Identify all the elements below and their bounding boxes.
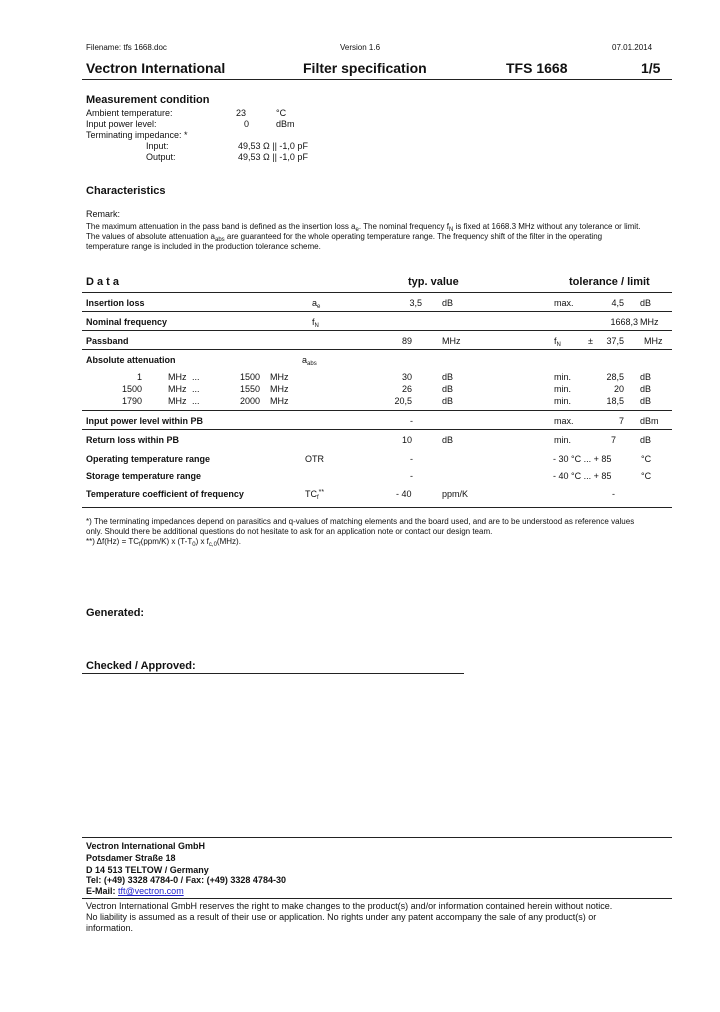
header-rule bbox=[82, 79, 672, 80]
nominal-frequency-unit: MHz bbox=[640, 317, 659, 327]
temp-coefficient-symbol: $TC_f^{**}$ bbox=[305, 489, 325, 501]
footer-company: Vectron International GmbH bbox=[86, 841, 206, 851]
nominal-frequency-value: 1668,3 bbox=[610, 317, 638, 327]
attenuation-row-u2: MHz bbox=[270, 396, 289, 406]
insertion-loss-symbol: $a_e$ bbox=[312, 298, 321, 310]
attenuation-row-dots: ... bbox=[192, 396, 200, 406]
input-power-limit-unit: dBm bbox=[640, 416, 659, 426]
filename: Filename: tfs 1668.doc bbox=[86, 43, 167, 52]
attenuation-row-f2: 1550 bbox=[239, 384, 260, 394]
footer-rule-2 bbox=[82, 898, 672, 899]
attenuation-row-lim-val: 20 bbox=[613, 384, 624, 394]
temp-coefficient-typ: - 40 bbox=[396, 489, 412, 499]
attenuation-row-unit: dB bbox=[442, 384, 454, 394]
company-title: Vectron International bbox=[86, 60, 226, 76]
storage-temp-typ: - bbox=[410, 471, 413, 481]
attenuation-row-lim-unit: dB bbox=[640, 384, 652, 394]
insertion-loss-typ: 3,5 bbox=[409, 298, 422, 308]
passband-unit: MHz bbox=[442, 336, 461, 346]
return-loss-limit-unit: dB bbox=[640, 435, 652, 445]
passband-symbol: $f_N$ bbox=[554, 336, 561, 348]
nominal-frequency-symbol: $f_N$ bbox=[312, 317, 319, 329]
passband-limit: 37,5 bbox=[606, 336, 624, 346]
input-power-limit-type: max. bbox=[554, 416, 574, 426]
generated-label: Generated: bbox=[86, 607, 145, 619]
insertion-loss-limit-type: max. bbox=[554, 298, 574, 308]
input-impedance-label: Input: bbox=[146, 141, 169, 151]
insertion-loss-limit-unit: dB bbox=[640, 298, 652, 308]
return-loss-typ: 10 bbox=[401, 435, 412, 445]
attenuation-row-u2: MHz bbox=[270, 372, 289, 382]
operating-temp-unit: °C bbox=[641, 454, 652, 464]
attenuation-row-f1: 1 bbox=[136, 372, 142, 382]
date: 07.01.2014 bbox=[612, 43, 653, 52]
remark-line-2: The values of absolute attenuation $a_{abs}$ are guaranteed for the whole operating temperature range. The frequency shift of the filter in the operating bbox=[86, 232, 603, 243]
table-rule bbox=[82, 330, 672, 331]
attenuation-row-lim-unit: dB bbox=[640, 396, 652, 406]
table-rule bbox=[82, 410, 672, 411]
remark-label: Remark: bbox=[86, 209, 121, 219]
operating-temp-symbol: OTR bbox=[305, 454, 324, 464]
passband-limit-unit: MHz bbox=[644, 336, 663, 346]
passband-plus-minus: ± bbox=[588, 336, 593, 346]
operating-temp-typ: - bbox=[410, 454, 413, 464]
attenuation-row-u1: MHz bbox=[168, 372, 187, 382]
attenuation-row-f2: 2000 bbox=[239, 396, 260, 406]
input-power-limit: 7 bbox=[618, 416, 624, 426]
attenuation-row-f1: 1500 bbox=[121, 384, 142, 394]
return-loss-limit: 7 bbox=[610, 435, 616, 445]
email-label: E-Mail: bbox=[86, 886, 116, 896]
insertion-loss-limit: 4,5 bbox=[611, 298, 624, 308]
attenuation-row-u2: MHz bbox=[270, 384, 289, 394]
storage-temp-label: Storage temperature range bbox=[86, 471, 202, 481]
col-tolerance-header: tolerance / limit bbox=[569, 276, 650, 288]
return-loss-unit: dB bbox=[442, 435, 454, 445]
operating-temp-label: Operating temperature range bbox=[86, 454, 211, 464]
attenuation-row-lim: min. bbox=[554, 372, 572, 382]
characteristics-title: Characteristics bbox=[86, 185, 166, 197]
input-power-label: Input power level within PB bbox=[86, 416, 204, 426]
remark-line-1: The maximum attenuation in the pass band is defined as the insertion loss $a_e$. The nominal frequency $f_N$ is fixed at 1668.3 MHz without any tolerance or limit. bbox=[86, 222, 641, 233]
temp-coefficient-unit: ppm/K bbox=[442, 489, 469, 499]
footer-street: Potsdamer Straße 18 bbox=[86, 853, 176, 863]
attenuation-row-u1: MHz bbox=[168, 396, 187, 406]
insertion-loss-label: Insertion loss bbox=[86, 298, 145, 308]
email-link[interactable]: tft@vectron.com bbox=[118, 886, 184, 896]
attenuation-row-lim-val: 28,5 bbox=[606, 372, 624, 382]
passband-typ: 89 bbox=[401, 336, 412, 346]
absolute-attenuation-symbol: $a_{abs}$ bbox=[302, 355, 317, 367]
doc-type: Filter specification bbox=[303, 60, 427, 76]
storage-temp-range: - 40 °C ... + 85 bbox=[553, 471, 612, 481]
table-rule-bottom bbox=[82, 507, 672, 508]
power-value: 0 bbox=[244, 119, 250, 129]
attenuation-row-lim-val: 18,5 bbox=[606, 396, 624, 406]
disclaimer-1: Vectron International GmbH reserves the right to make changes to the product(s) and/or information contained herein without notice. bbox=[86, 901, 613, 911]
attenuation-row-unit: dB bbox=[442, 396, 454, 406]
attenuation-row-lim-unit: dB bbox=[640, 372, 652, 382]
checked-approved-label: Checked / Approved: bbox=[86, 660, 196, 672]
disclaimer-3: information. bbox=[86, 923, 134, 933]
attenuation-row-f1: 1790 bbox=[121, 396, 142, 406]
attenuation-row-typ: 30 bbox=[401, 372, 412, 382]
ambient-value: 23 bbox=[236, 108, 247, 118]
attenuation-row-lim: min. bbox=[554, 396, 572, 406]
attenuation-row-dots: ... bbox=[192, 384, 200, 394]
col-data-header: D a t a bbox=[86, 276, 120, 288]
return-loss-label: Return loss within PB bbox=[86, 435, 180, 445]
input-impedance-value: 49,53 Ω || -1,0 pF bbox=[238, 141, 308, 151]
col-typ-header: typ. value bbox=[408, 276, 459, 288]
disclaimer-2: No liability is assumed as a result of their use or application. No rights under any patent accompany the sale of any product(s) or bbox=[86, 912, 597, 922]
attenuation-row-lim: min. bbox=[554, 384, 572, 394]
output-impedance-label: Output: bbox=[146, 152, 176, 162]
footnote-1b: only. Should there be additional questions do not hesitate to ask for an application note or contact our design team. bbox=[86, 527, 493, 536]
table-rule bbox=[82, 429, 672, 430]
attenuation-row-typ: 26 bbox=[401, 384, 412, 394]
absolute-attenuation-label: Absolute attenuation bbox=[86, 355, 176, 365]
temp-coefficient-label: Temperature coefficient of frequency bbox=[86, 489, 244, 499]
footer-email-row bbox=[86, 886, 184, 896]
table-rule bbox=[82, 349, 672, 350]
table-rule bbox=[82, 311, 672, 312]
ambient-label: Ambient temperature: bbox=[86, 108, 173, 118]
attenuation-row-f2: 1500 bbox=[239, 372, 260, 382]
footer-phone: Tel: (+49) 3328 4784-0 / Fax: (+49) 3328 4784-30 bbox=[86, 875, 286, 885]
storage-temp-unit: °C bbox=[641, 471, 652, 481]
output-impedance-value: 49,53 Ω || -1,0 pF bbox=[238, 152, 308, 162]
footer-rule bbox=[82, 837, 672, 838]
attenuation-row-unit: dB bbox=[442, 372, 454, 382]
power-label: Input power level: bbox=[86, 119, 157, 129]
footnote-1: *) The terminating impedances depend on parasitics and q-values of matching elements and the board used, and are to be understood as reference values bbox=[86, 517, 635, 526]
attenuation-row-dots: ... bbox=[192, 372, 200, 382]
operating-temp-range: - 30 °C ... + 85 bbox=[553, 454, 612, 464]
input-power-typ: - bbox=[410, 416, 413, 426]
insertion-loss-unit: dB bbox=[442, 298, 454, 308]
measurement-title: Measurement condition bbox=[86, 94, 210, 106]
page-number: 1/5 bbox=[641, 60, 661, 76]
product-name: TFS 1668 bbox=[506, 60, 568, 76]
attenuation-row-typ: 20,5 bbox=[394, 396, 412, 406]
signature-rule bbox=[82, 673, 464, 674]
impedance-label: Terminating impedance: * bbox=[86, 130, 188, 140]
power-unit: dBm bbox=[276, 119, 295, 129]
return-loss-limit-type: min. bbox=[554, 435, 572, 445]
nominal-frequency-label: Nominal frequency bbox=[86, 317, 168, 327]
footer-city: D 14 513 TELTOW / Germany bbox=[86, 865, 209, 875]
table-rule-top bbox=[82, 292, 672, 293]
temp-coefficient-limit: - bbox=[612, 489, 615, 499]
ambient-unit: °C bbox=[276, 108, 287, 118]
footnote-2: **) $\Delta f(Hz) = TC_f(ppm/K)$ x $(T-T_0)$ x $f_{c,0}(MHz)$. bbox=[86, 537, 241, 548]
passband-label: Passband bbox=[86, 336, 129, 346]
version: Version 1.6 bbox=[340, 43, 381, 52]
attenuation-row-u1: MHz bbox=[168, 384, 187, 394]
remark-line-3: temperature range is included in the production tolerance scheme. bbox=[86, 242, 321, 251]
